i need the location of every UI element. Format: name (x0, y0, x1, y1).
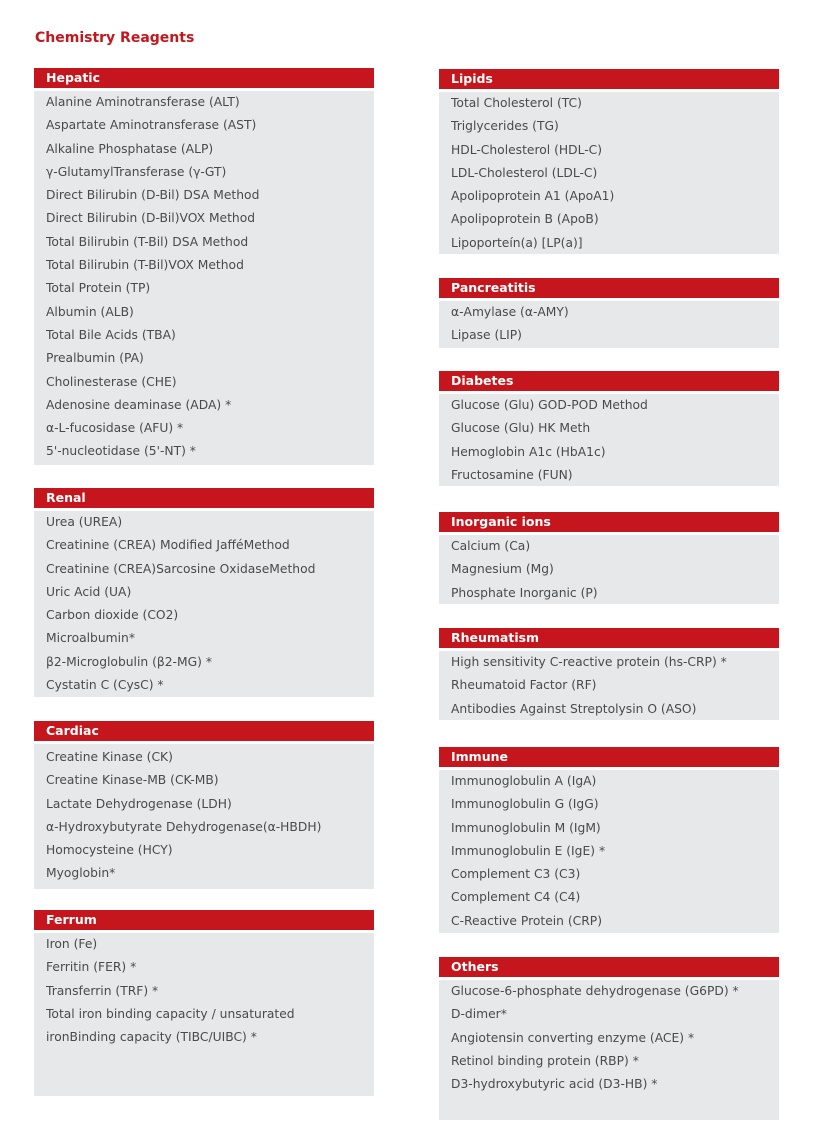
section-heading: Hepatic (34, 68, 374, 91)
list-item: Transferrin (TRF) * (46, 983, 159, 998)
list-item: Alanine Aminotransferase (ALT) (46, 95, 240, 109)
section-cardiac (34, 721, 374, 889)
list-item: Immunoglobulin G (IgG) (451, 797, 599, 812)
list-item: α-Hydroxybutyrate Dehydrogenase(α-HBDH) (46, 819, 322, 834)
list-item: 5'-nucleotidase (5'-NT) * (46, 444, 196, 459)
list-item: Prealbumin (PA) (46, 351, 144, 366)
list-item: Glucose (Glu) GOD-POD Method (451, 398, 648, 412)
list-item: Lipase (LIP) (451, 328, 522, 343)
list-item: Antibodies Against Streptolysin O (ASO) (451, 701, 697, 716)
list-item: Direct Bilirubin (D-Bil)VOX Method (46, 211, 256, 226)
section-others (439, 957, 779, 1120)
section-diabetes (439, 371, 779, 486)
list-item: Creatinine (CREA) Modified JafféMethod (46, 538, 290, 553)
list-item: α-L-fucosidase (AFU) * (46, 421, 184, 436)
section-list (34, 933, 374, 1096)
list-item: Cholinesterase (CHE) (46, 374, 177, 389)
section-heading: Renal (34, 488, 374, 511)
section-list (439, 980, 779, 1120)
list-item: LDL-Cholesterol (LDL-C) (451, 165, 598, 180)
list-item: HDL-Cholesterol (HDL-C) (451, 142, 603, 157)
list-item: α-Amylase (α-AMY) (451, 305, 569, 319)
section-lipids (439, 69, 779, 254)
list-item: Hemoglobin A1c (HbA1c) (451, 444, 606, 459)
list-item: Total Bile Acids (TBA) (46, 327, 176, 342)
section-list (34, 744, 374, 889)
list-item: Immunoglobulin A (IgA) (451, 774, 597, 788)
list-item: Microalbumin* (46, 631, 135, 646)
list-item: Angiotensin converting enzyme (ACE) * (451, 1030, 695, 1045)
list-item: Aspartate Aminotransferase (AST) (46, 118, 257, 133)
list-item: Ferritin (FER) * (46, 960, 137, 975)
list-item: γ-GlutamylTransferase (γ-GT) (46, 164, 227, 179)
section-immune (439, 747, 779, 933)
list-item: Retinol binding protein (RBP) * (451, 1053, 639, 1068)
section-heading: Immune (439, 747, 779, 770)
page-title: Chemistry Reagents (35, 30, 195, 46)
list-item: Triglycerides (TG) (451, 119, 559, 134)
section-pancreatitis (439, 278, 779, 348)
list-item: D-dimer* (451, 1007, 507, 1022)
section-list (439, 301, 779, 348)
list-item: Total Bilirubin (T-Bil) DSA Method (46, 234, 249, 249)
section-renal (34, 488, 374, 697)
list-item: Phosphate Inorganic (P) (451, 585, 598, 600)
list-item: Total iron binding capacity / unsaturated ironBinding capacity (TIBC/UIBC) * (46, 1006, 295, 1045)
section-list (439, 535, 779, 604)
list-item: Magnesium (Mg) (451, 562, 554, 577)
list-item: Glucose-6-phosphate dehydrogenase (G6PD) * (451, 984, 739, 998)
list-item: Myoglobin* (46, 866, 116, 881)
list-item: Iron (Fe) (46, 937, 98, 951)
list-item: Complement C3 (C3) (451, 867, 581, 882)
section-heading: Rheumatism (439, 628, 779, 651)
list-item: Direct Bilirubin (D-Bil) DSA Method (46, 188, 260, 203)
section-inorganic-ions (439, 512, 779, 604)
section-heading: Cardiac (34, 721, 374, 744)
list-item: Immunoglobulin M (IgM) (451, 820, 601, 835)
list-item: Creatinine (CREA)Sarcosine OxidaseMethod (46, 561, 316, 576)
list-item: Immunoglobulin E (IgE) * (451, 843, 606, 858)
list-item: Apolipoprotein A1 (ApoA1) (451, 189, 615, 204)
list-item: C-Reactive Protein (CRP) (451, 913, 603, 928)
list-item: Glucose (Glu) HK Meth (451, 421, 591, 436)
section-heading: Inorganic ions (439, 512, 779, 535)
section-heading: Others (439, 957, 779, 980)
section-list (439, 394, 779, 486)
section-list (439, 770, 779, 933)
list-item: Lipoporteín(a) [LP(a)] (451, 235, 583, 250)
list-item: Albumin (ALB) (46, 304, 134, 319)
section-list (34, 511, 374, 697)
list-item: D3-hydroxybutyric acid (D3-HB) * (451, 1077, 658, 1092)
list-item: Homocysteine (HCY) (46, 843, 173, 858)
list-item: β2-Microglobulin (β2-MG) * (46, 654, 212, 669)
section-heading: Ferrum (34, 910, 374, 933)
section-ferrum (34, 910, 374, 1096)
list-item: Total Bilirubin (T-Bil)VOX Method (46, 258, 244, 273)
list-item: Alkaline Phosphatase (ALP) (46, 141, 214, 156)
list-item: Creatine Kinase-MB (CK-MB) (46, 773, 219, 788)
section-list (439, 651, 779, 720)
list-item: Calcium (Ca) (451, 539, 531, 553)
list-item: Uric Acid (UA) (46, 584, 132, 599)
list-item: Cystatin C (CysC) * (46, 678, 164, 693)
list-item: Complement C4 (C4) (451, 890, 581, 905)
list-item: Urea (UREA) (46, 515, 123, 529)
section-heading: Lipids (439, 69, 779, 92)
list-item: Fructosamine (FUN) (451, 467, 573, 482)
list-item: Rheumatoid Factor (RF) (451, 678, 597, 693)
list-item: High sensitivity C-reactive protein (hs-CRP) * (451, 655, 727, 669)
list-item: Adenosine deaminase (ADA) * (46, 397, 232, 412)
section-hepatic (34, 68, 374, 465)
section-list (34, 91, 374, 465)
section-heading: Diabetes (439, 371, 779, 394)
section-list (439, 92, 779, 254)
list-item: Lactate Dehydrogenase (LDH) (46, 796, 232, 811)
section-rheumatism (439, 628, 779, 720)
list-item: Creatine Kinase (CK) (46, 750, 173, 764)
list-item: Total Protein (TP) (46, 281, 151, 296)
list-item: Apolipoprotein B (ApoB) (451, 212, 599, 227)
list-item: Total Cholesterol (TC) (451, 96, 582, 110)
section-heading: Pancreatitis (439, 278, 779, 301)
list-item: Carbon dioxide (CO2) (46, 608, 179, 623)
